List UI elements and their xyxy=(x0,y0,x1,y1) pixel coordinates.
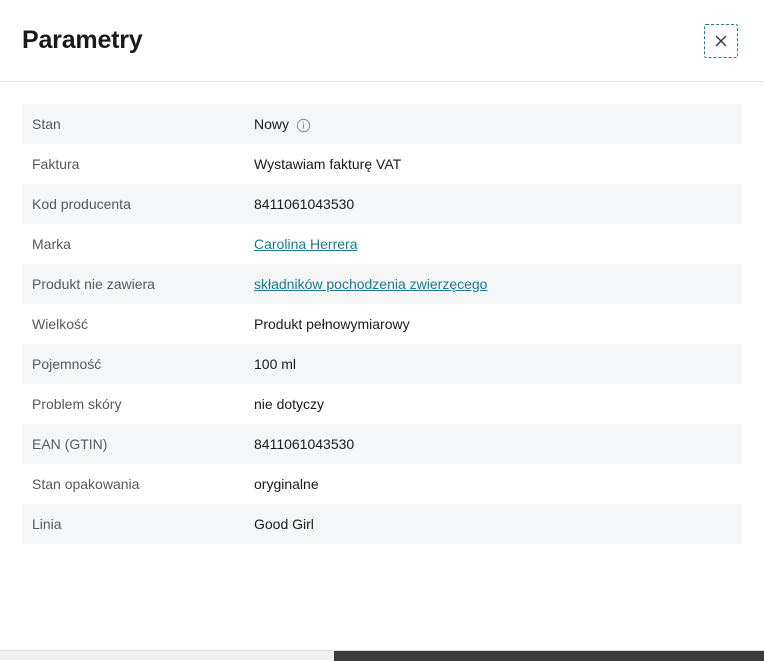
parameter-label: Stan xyxy=(32,116,61,132)
parameter-label: Faktura xyxy=(32,156,80,172)
table-row xyxy=(22,304,742,344)
parameter-label: Problem skóry xyxy=(32,396,122,412)
bottom-bar xyxy=(0,650,764,660)
parameter-value xyxy=(254,115,742,133)
parameter-value xyxy=(254,195,742,213)
table-row xyxy=(22,104,742,144)
page-title: Parametry xyxy=(22,26,143,54)
info-icon[interactable] xyxy=(296,118,311,133)
parameter-value-text: Produkt pełnowymiarowy xyxy=(254,316,410,332)
parameter-value-text: 8411061043530 xyxy=(254,436,355,452)
close-icon xyxy=(713,33,729,49)
parameter-label: Produkt nie zawiera xyxy=(32,276,155,292)
table-row xyxy=(22,384,742,424)
parameter-value-text: Nowy xyxy=(254,116,290,132)
table-row xyxy=(22,264,742,304)
parameter-value xyxy=(254,155,742,173)
parameter-label: Wielkość xyxy=(32,316,89,332)
parameter-value-text: Wystawiam fakturę VAT xyxy=(254,156,402,172)
close-button[interactable] xyxy=(704,24,738,58)
parameters-table xyxy=(0,104,764,544)
parameter-label: Pojemność xyxy=(32,356,102,372)
parameter-value xyxy=(254,395,742,413)
parameter-value xyxy=(254,355,742,373)
parameter-value-link[interactable]: Carolina Herrera xyxy=(254,236,358,252)
table-row xyxy=(22,144,742,184)
parameter-value xyxy=(254,235,742,253)
parameter-value-link[interactable]: składników pochodzenia zwierzęcego xyxy=(254,276,488,292)
parameter-label: EAN (GTIN) xyxy=(32,436,108,452)
parameter-value xyxy=(254,475,742,493)
modal-header xyxy=(0,0,764,82)
parameter-label: Stan opakowania xyxy=(32,476,140,492)
parameter-value-text: 8411061043530 xyxy=(254,196,355,212)
table-row xyxy=(22,184,742,224)
parameter-value-text: 100 ml xyxy=(254,356,297,372)
parameter-label: Marka xyxy=(32,236,71,252)
table-row xyxy=(22,464,742,504)
parameter-label: Kod producenta xyxy=(32,196,131,212)
parameter-value xyxy=(254,315,742,333)
parameter-value-text: nie dotyczy xyxy=(254,396,325,412)
table-row xyxy=(22,344,742,384)
parameter-value xyxy=(254,435,742,453)
parameter-value-text: Good Girl xyxy=(254,516,314,532)
parameter-value-text: oryginalne xyxy=(254,476,319,492)
table-row xyxy=(22,424,742,464)
parameter-value xyxy=(254,515,742,533)
table-row xyxy=(22,224,742,264)
parameter-value xyxy=(254,275,742,293)
parameter-label: Linia xyxy=(32,516,62,532)
table-row xyxy=(22,504,742,544)
